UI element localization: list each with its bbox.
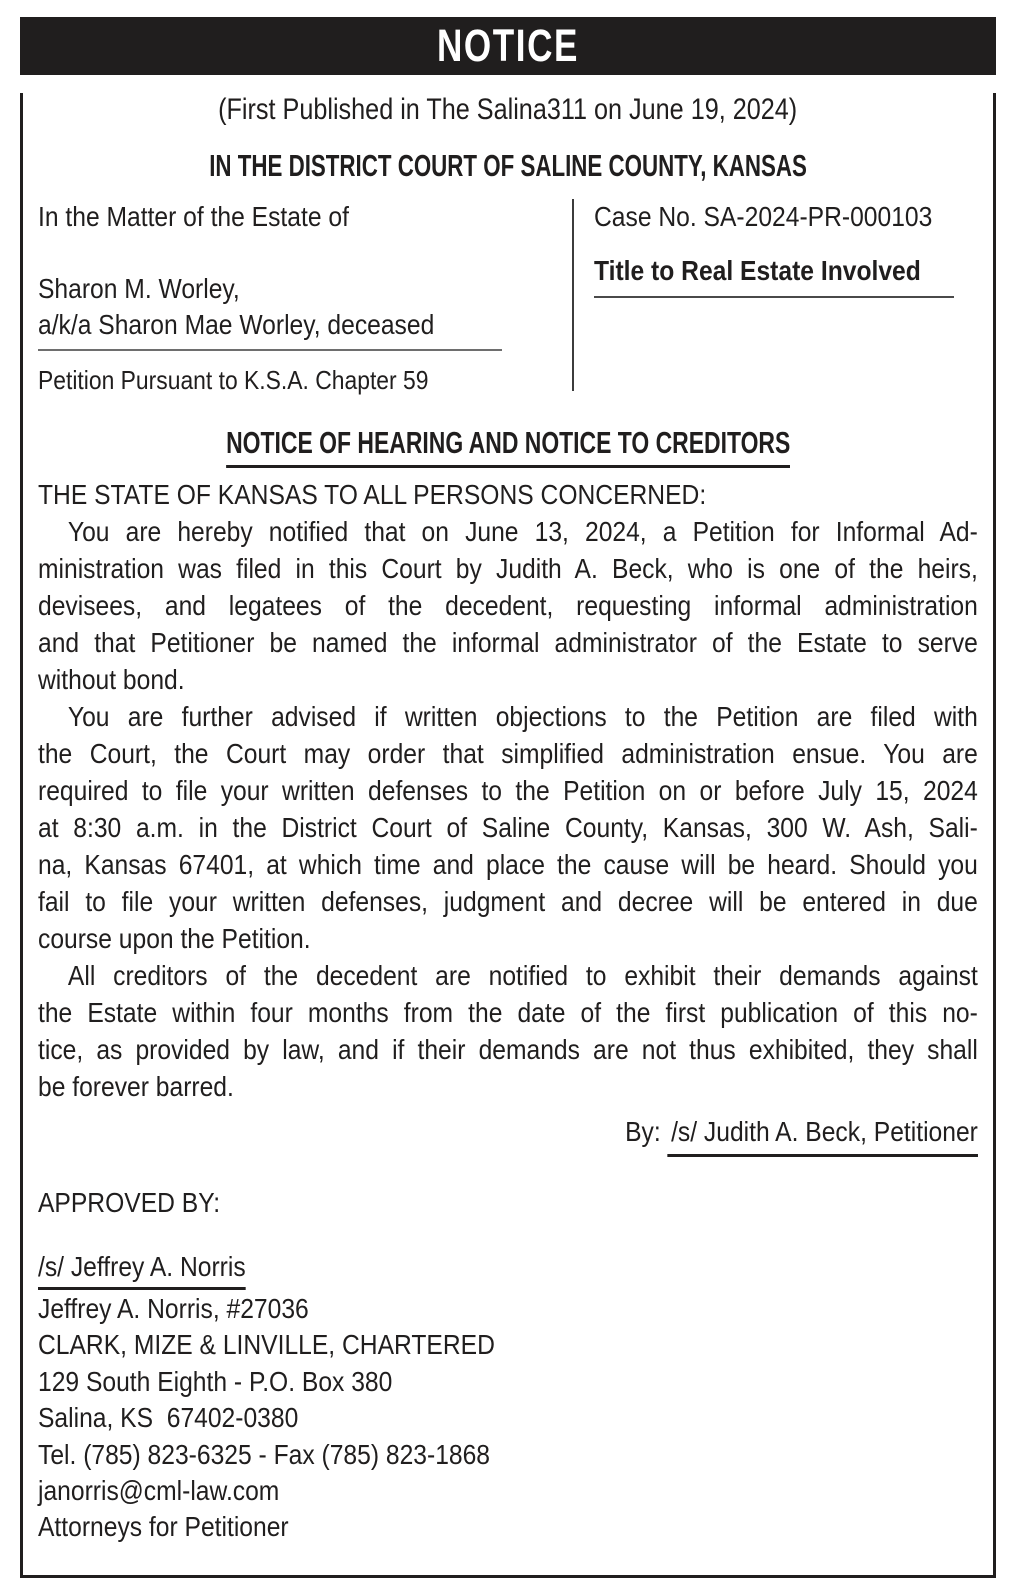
attorney-info-line-2 <box>38 1327 978 1363</box>
attorney-info-line-4 <box>38 1400 978 1436</box>
real-estate-title-text: Title to Real Estate Involved <box>593 255 921 286</box>
paragraph-1-line-3: devisees, and legatees of the decedent, requesting informal administration <box>38 590 978 621</box>
paragraph-3-line-1: All creditors of the decedent are notified to exhibit their demands against <box>67 960 978 991</box>
petitioner-signature-inner <box>625 1115 978 1149</box>
caption-spacer <box>38 235 572 271</box>
body-paragraphs <box>38 513 978 1105</box>
paragraph-2-line-1: You are further advised if written objections to the Petition are filed with <box>67 701 978 732</box>
attorney-info-text: 129 South Eighth - P.O. Box 380 <box>38 1365 393 1397</box>
published-line <box>38 93 978 127</box>
attorney-info-text: Attorneys for Petitioner <box>38 1511 289 1543</box>
salutation-line: THE STATE OF KANSAS TO ALL PERSONS CONCERNED: <box>38 479 707 510</box>
paragraph-2-line-7: course upon the Petition. <box>38 923 311 954</box>
decedent-name-line <box>38 271 572 307</box>
attorney-signature-text: /s/ Jeffrey A. Norris <box>38 1251 246 1290</box>
notice-banner <box>20 17 996 75</box>
petitioner-signature-line <box>38 1115 978 1149</box>
paragraph-3-line-2: the Estate within four months from the date of the first publication of this no- <box>38 997 978 1028</box>
paragraph-2-line-5: na, Kansas 67401, at which time and place the cause will be heard. Should you <box>38 849 978 880</box>
caption-right-column <box>574 199 978 397</box>
paragraph-1-line-5: without bond. <box>38 664 185 695</box>
notice-text-block <box>38 476 978 1105</box>
attorney-info-text: janorris@cml-law.com <box>38 1475 280 1507</box>
published-line-text: (First Published in The Salina311 on June 19, 2024) <box>218 93 798 126</box>
caption-left-rule <box>38 349 502 351</box>
paragraph-1-line-4: and that Petitioner be named the informal administrator of the Estate to serve <box>38 627 978 658</box>
paragraph-2-line-4: at 8:30 a.m. in the District Court of Saline County, Kansas, 300 W. Ash, Sali- <box>38 812 978 843</box>
matter-intro-text: In the Matter of the Estate of <box>38 201 349 232</box>
attorney-info-line-1 <box>38 1291 978 1327</box>
attorney-info-text: CLARK, MIZE & LINVILLE, CHARTERED <box>38 1329 495 1361</box>
paragraph-2-line-2: the Court, the Court may order that simplified administration ensue. You are <box>38 738 978 769</box>
attorney-address-block <box>38 1291 978 1546</box>
petitioner-signature-prefix: By: <box>625 1116 668 1147</box>
case-number-line <box>594 199 978 235</box>
attorney-info-line-6 <box>38 1473 978 1509</box>
statute-text: Petition Pursuant to K.S.A. Chapter 59 <box>38 365 429 395</box>
real-estate-title-line <box>594 253 978 289</box>
paragraph-2-line-6: fail to file your written defenses, judgment and decree will be entered in due <box>38 886 978 917</box>
paragraph-1-line-1: You are hereby notified that on June 13, 2024, a Petition for Informal Ad- <box>67 516 978 547</box>
attorney-info-line-3 <box>38 1364 978 1400</box>
statute-line <box>38 363 572 397</box>
attorney-info-text: Salina, KS 67402-0380 <box>38 1402 299 1434</box>
caption-right-rule <box>594 296 954 298</box>
court-title <box>38 149 978 183</box>
attorney-info-text: Jeffrey A. Norris, #27036 <box>38 1293 309 1324</box>
attorney-info-line-7 <box>38 1509 978 1545</box>
paragraph-1-line-2: ministration was filed in this Court by Judith A. Beck, who is one of the heirs, <box>38 553 978 584</box>
case-number-text: Case No. SA-2024-PR-000103 <box>593 201 932 232</box>
case-caption <box>38 199 978 397</box>
caption-left-column <box>38 199 572 397</box>
matter-intro-line <box>38 199 572 235</box>
paragraph-2-line-3: required to file your written defenses to the Petition on or before July 15, 2024 <box>38 775 978 806</box>
attorney-signature-inner <box>38 1249 246 1285</box>
decedent-aka-text: a/k/a Sharon Mae Worley, deceased <box>38 309 435 340</box>
paragraph-3-line-4: be forever barred. <box>38 1071 234 1102</box>
notice-body-frame <box>20 93 996 1578</box>
court-title-text: IN THE DISTRICT COURT OF SALINE COUNTY, KANSAS <box>209 148 807 183</box>
section-heading-text: NOTICE OF HEARING AND NOTICE TO CREDITORS <box>226 425 790 468</box>
decedent-aka-line <box>38 307 572 343</box>
section-heading <box>38 425 978 468</box>
approved-by-label <box>38 1185 978 1221</box>
attorney-info-text: Tel. (785) 823-6325 - Fax (785) 823-1868 <box>38 1438 491 1470</box>
paragraph-3-line-3: tice, as provided by law, and if their demands are not thus exhibited, they shall <box>38 1034 978 1065</box>
approved-by-text: APPROVED BY: <box>38 1187 221 1218</box>
attorney-signature-line <box>38 1249 978 1285</box>
notice-banner-title: NOTICE <box>437 20 579 71</box>
legal-notice-page <box>20 17 996 1578</box>
petitioner-signature-name: /s/ Judith A. Beck, Petitioner <box>668 1116 978 1157</box>
attorney-info-line-5 <box>38 1437 978 1473</box>
decedent-name-text: Sharon M. Worley, <box>38 273 240 304</box>
